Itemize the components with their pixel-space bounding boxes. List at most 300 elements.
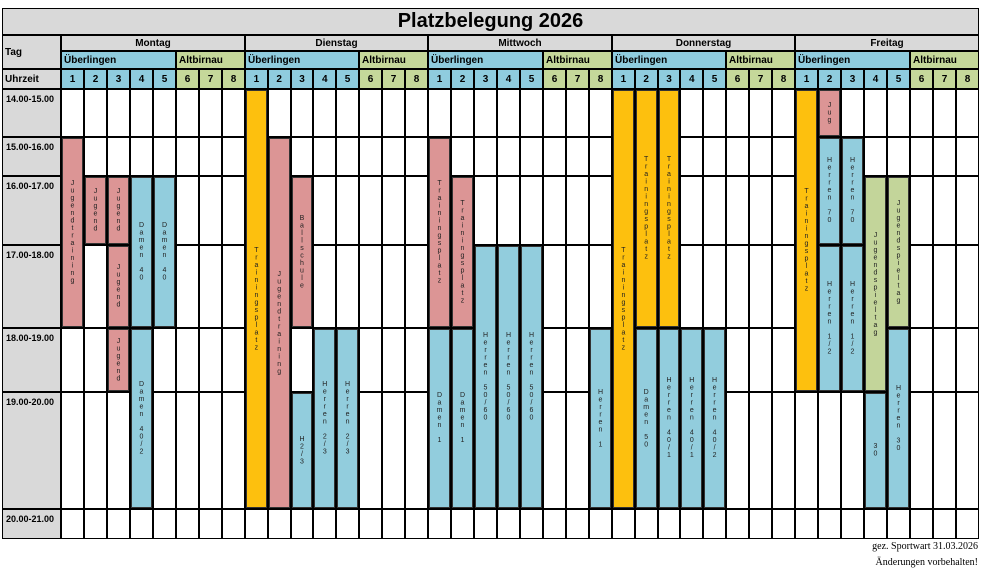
schedule-cell bbox=[887, 509, 910, 539]
time-slot-label: 16.00-17.00 bbox=[2, 176, 61, 245]
schedule-cell bbox=[589, 509, 612, 539]
schedule-cell bbox=[772, 509, 795, 539]
booking-label: Jugend bbox=[92, 188, 99, 233]
schedule-cell bbox=[61, 392, 84, 509]
booking-herren bbox=[636, 329, 657, 508]
schedule-cell bbox=[84, 89, 107, 137]
time-slot-label: 18.00-19.00 bbox=[2, 328, 61, 392]
schedule-cell bbox=[589, 89, 612, 137]
schedule-cell bbox=[61, 89, 84, 137]
court-number: 1 bbox=[428, 69, 451, 89]
booking-label: Ballschule bbox=[298, 214, 306, 290]
day-header-mittwoch: Mittwoch bbox=[428, 35, 612, 51]
schedule-cell bbox=[336, 89, 359, 137]
location-ueberlingen: Überlingen bbox=[61, 51, 176, 69]
court-number: 5 bbox=[336, 69, 359, 89]
booking-herren bbox=[704, 329, 725, 508]
court-number: 4 bbox=[680, 69, 703, 89]
time-slot-label: 19.00-20.00 bbox=[2, 392, 61, 509]
schedule-cell bbox=[313, 137, 336, 176]
schedule-cell bbox=[176, 328, 199, 392]
schedule-cell bbox=[405, 328, 428, 392]
booking-label: Trainingsplatz bbox=[803, 188, 810, 293]
schedule-cell bbox=[841, 392, 864, 509]
booking-jugend bbox=[429, 138, 450, 327]
schedule-cell bbox=[680, 245, 703, 328]
schedule-cell bbox=[359, 392, 382, 509]
schedule-cell bbox=[107, 392, 130, 509]
time-slot-label: 14.00-15.00 bbox=[2, 89, 61, 137]
booking-label: Herren 40/2 bbox=[711, 377, 719, 460]
court-number: 5 bbox=[703, 69, 726, 89]
tag-header: Tag bbox=[2, 35, 61, 69]
schedule-cell bbox=[772, 176, 795, 245]
court-number: 3 bbox=[291, 69, 314, 89]
schedule-cell bbox=[107, 137, 130, 176]
schedule-cell bbox=[910, 328, 933, 392]
schedule-cell bbox=[680, 89, 703, 137]
schedule-cell bbox=[382, 392, 405, 509]
schedule-cell bbox=[199, 392, 222, 509]
schedule-cell bbox=[749, 89, 772, 137]
booking-label: Trainingsplatz bbox=[665, 156, 673, 261]
booking-label: Trainingsplatz bbox=[619, 246, 627, 352]
schedule-cell bbox=[933, 176, 956, 245]
schedule-cell bbox=[176, 137, 199, 176]
schedule-cell bbox=[153, 328, 176, 392]
booking-herren bbox=[292, 393, 313, 508]
schedule-cell bbox=[933, 509, 956, 539]
booking-jugend bbox=[292, 177, 313, 327]
booking-label: H2/3 bbox=[298, 435, 306, 466]
booking-jugend bbox=[108, 329, 129, 391]
location-ueberlingen: Überlingen bbox=[245, 51, 359, 69]
schedule-cell bbox=[726, 509, 749, 539]
schedule-cell bbox=[382, 176, 405, 245]
location-ueberlingen: Überlingen bbox=[428, 51, 543, 69]
booking-label: Herren 30 bbox=[895, 384, 902, 453]
schedule-cell bbox=[726, 137, 749, 176]
booking-label: Herren 1 bbox=[597, 388, 604, 449]
schedule-cell bbox=[520, 176, 543, 245]
schedule-cell bbox=[382, 245, 405, 328]
schedule-cell bbox=[956, 245, 979, 328]
schedule-cell bbox=[703, 137, 726, 176]
schedule-cell bbox=[176, 245, 199, 328]
court-number: 4 bbox=[497, 69, 520, 89]
court-number: 7 bbox=[566, 69, 589, 89]
schedule-cell bbox=[910, 137, 933, 176]
booking-label: Herren 40/1 bbox=[688, 377, 696, 460]
location-altbirnau: Altbirnau bbox=[359, 51, 428, 69]
booking-label: Herren 70 bbox=[826, 157, 833, 225]
booking-label: Jugendtraining bbox=[69, 180, 76, 285]
booking-herren bbox=[131, 329, 152, 508]
schedule-cell bbox=[359, 89, 382, 137]
schedule-cell bbox=[61, 328, 84, 392]
schedule-cell bbox=[199, 89, 222, 137]
schedule-cell bbox=[589, 176, 612, 245]
booking-label: Jugend bbox=[115, 188, 122, 233]
location-ueberlingen: Überlingen bbox=[795, 51, 910, 69]
schedule-cell bbox=[199, 509, 222, 539]
schedule-cell bbox=[703, 245, 726, 328]
schedule-cell bbox=[84, 392, 107, 509]
schedule-cell bbox=[864, 137, 887, 176]
schedule-cell bbox=[313, 176, 336, 245]
schedule-cell bbox=[405, 392, 428, 509]
schedule-cell bbox=[566, 89, 589, 137]
booking-spieltag bbox=[888, 177, 909, 327]
schedule-cell bbox=[543, 392, 566, 509]
schedule-cell bbox=[726, 328, 749, 392]
schedule-cell bbox=[382, 137, 405, 176]
schedule-cell bbox=[910, 509, 933, 539]
court-number: 3 bbox=[107, 69, 130, 89]
schedule-cell bbox=[336, 509, 359, 539]
court-number: 8 bbox=[405, 69, 428, 89]
booking-label: Trainingsplatz bbox=[459, 199, 466, 305]
schedule-cell bbox=[772, 245, 795, 328]
booking-training bbox=[613, 90, 634, 508]
booking-label: Damen 50 bbox=[642, 388, 650, 449]
schedule-cell bbox=[405, 245, 428, 328]
schedule-cell bbox=[84, 509, 107, 539]
court-number: 6 bbox=[543, 69, 566, 89]
booking-herren bbox=[429, 329, 450, 508]
court-number: 7 bbox=[749, 69, 772, 89]
schedule-cell bbox=[703, 509, 726, 539]
location-altbirnau: Altbirnau bbox=[543, 51, 612, 69]
court-number: 6 bbox=[910, 69, 933, 89]
schedule-cell bbox=[726, 245, 749, 328]
booking-jugend bbox=[452, 177, 473, 327]
court-number: 4 bbox=[864, 69, 887, 89]
booking-herren bbox=[452, 329, 473, 508]
schedule-cell bbox=[428, 509, 451, 539]
booking-herren bbox=[888, 329, 909, 508]
schedule-cell bbox=[222, 509, 245, 539]
schedule-cell bbox=[405, 509, 428, 539]
booking-training bbox=[796, 90, 817, 391]
schedule-cell bbox=[130, 89, 153, 137]
schedule-cell bbox=[84, 245, 107, 328]
schedule-cell bbox=[658, 509, 681, 539]
schedule-cell bbox=[199, 328, 222, 392]
location-altbirnau: Altbirnau bbox=[726, 51, 795, 69]
booking-jugend bbox=[108, 246, 129, 327]
schedule-cell bbox=[543, 137, 566, 176]
schedule-cell bbox=[497, 89, 520, 137]
booking-herren bbox=[154, 177, 175, 327]
location-ueberlingen: Überlingen bbox=[612, 51, 726, 69]
booking-label: Herren 40/1 bbox=[665, 377, 673, 460]
booking-label: Herren 2/3 bbox=[344, 381, 352, 456]
schedule-cell bbox=[451, 509, 474, 539]
schedule-cell bbox=[933, 89, 956, 137]
schedule-cell bbox=[910, 245, 933, 328]
court-number: 8 bbox=[589, 69, 612, 89]
schedule-cell bbox=[680, 137, 703, 176]
schedule-cell bbox=[130, 509, 153, 539]
schedule-cell bbox=[291, 328, 314, 392]
schedule-cell bbox=[176, 89, 199, 137]
schedule-cell bbox=[956, 89, 979, 137]
schedule-cell bbox=[956, 176, 979, 245]
booking-label: Herren 70 bbox=[849, 157, 856, 225]
booking-training bbox=[246, 90, 267, 508]
schedule-cell bbox=[176, 392, 199, 509]
schedule-cell bbox=[566, 392, 589, 509]
schedule-cell bbox=[153, 89, 176, 137]
page-title: Platzbelegung 2026 bbox=[2, 8, 979, 35]
court-number: 4 bbox=[313, 69, 336, 89]
court-number: 3 bbox=[841, 69, 864, 89]
booking-herren bbox=[521, 246, 542, 508]
schedule-cell bbox=[887, 137, 910, 176]
schedule-cell bbox=[222, 392, 245, 509]
schedule-cell bbox=[474, 89, 497, 137]
booking-label: Trainingsplatz bbox=[436, 180, 443, 285]
schedule-cell bbox=[566, 328, 589, 392]
booking-label: Damen 40 bbox=[161, 222, 168, 282]
court-number: 3 bbox=[474, 69, 497, 89]
schedule-cell bbox=[153, 137, 176, 176]
booking-label: Herren 1/2 bbox=[849, 281, 856, 356]
booking-label: Damen 40 bbox=[138, 222, 145, 282]
schedule-cell bbox=[474, 509, 497, 539]
booking-label: Damen 40/2 bbox=[138, 381, 145, 456]
schedule-cell bbox=[382, 89, 405, 137]
schedule-cell bbox=[84, 137, 107, 176]
booking-herren bbox=[681, 329, 702, 508]
schedule-cell bbox=[772, 89, 795, 137]
schedule-cell bbox=[268, 89, 291, 137]
schedule-cell bbox=[336, 176, 359, 245]
schedule-cell bbox=[428, 89, 451, 137]
schedule-cell bbox=[566, 137, 589, 176]
schedule-cell bbox=[956, 392, 979, 509]
day-header-freitag: Freitag bbox=[795, 35, 979, 51]
time-slot-label: 20.00-21.00 bbox=[2, 509, 61, 539]
day-header-dienstag: Dienstag bbox=[245, 35, 428, 51]
booking-herren bbox=[337, 329, 358, 508]
booking-herren bbox=[659, 329, 680, 508]
court-number: 5 bbox=[153, 69, 176, 89]
booking-spieltag bbox=[865, 177, 886, 391]
schedule-cell bbox=[520, 509, 543, 539]
schedule-cell bbox=[245, 509, 268, 539]
schedule-cell bbox=[359, 328, 382, 392]
schedule-cell bbox=[291, 509, 314, 539]
schedule-cell bbox=[359, 176, 382, 245]
schedule-cell bbox=[864, 509, 887, 539]
schedule-cell bbox=[887, 89, 910, 137]
court-number: 7 bbox=[199, 69, 222, 89]
schedule-cell bbox=[61, 509, 84, 539]
court-number: 2 bbox=[635, 69, 658, 89]
schedule-cell bbox=[910, 392, 933, 509]
day-header-montag: Montag bbox=[61, 35, 245, 51]
schedule-cell bbox=[910, 176, 933, 245]
schedule-cell bbox=[795, 392, 818, 509]
schedule-cell bbox=[405, 176, 428, 245]
booking-herren bbox=[498, 246, 519, 508]
schedule-cell bbox=[933, 392, 956, 509]
booking-herren bbox=[842, 246, 863, 391]
day-header-donnerstag: Donnerstag bbox=[612, 35, 795, 51]
booking-label: Herren 50/60 bbox=[482, 332, 489, 422]
schedule-cell bbox=[199, 137, 222, 176]
schedule-cell bbox=[726, 89, 749, 137]
schedule-cell bbox=[749, 176, 772, 245]
schedule-cell bbox=[107, 89, 130, 137]
booking-jugend bbox=[819, 90, 840, 136]
schedule-cell bbox=[749, 509, 772, 539]
schedule-cell bbox=[566, 509, 589, 539]
schedule-cell bbox=[543, 245, 566, 328]
schedule-cell bbox=[474, 137, 497, 176]
booking-jugend bbox=[108, 177, 129, 244]
schedule-cell bbox=[153, 392, 176, 509]
schedule-cell bbox=[680, 176, 703, 245]
booking-herren bbox=[590, 329, 611, 508]
booking-jugend bbox=[85, 177, 106, 244]
time-slot-label: 17.00-18.00 bbox=[2, 245, 61, 328]
schedule-cell bbox=[359, 137, 382, 176]
schedule-cell bbox=[956, 328, 979, 392]
schedule-cell bbox=[497, 509, 520, 539]
court-number: 5 bbox=[887, 69, 910, 89]
court-number: 4 bbox=[130, 69, 153, 89]
schedule-cell bbox=[313, 509, 336, 539]
court-number: 6 bbox=[726, 69, 749, 89]
schedule-cell bbox=[612, 509, 635, 539]
schedule-cell bbox=[910, 89, 933, 137]
booking-label: Herren 2/3 bbox=[321, 381, 329, 456]
schedule-cell bbox=[497, 176, 520, 245]
court-number: 2 bbox=[818, 69, 841, 89]
schedule-cell bbox=[566, 245, 589, 328]
schedule-cell bbox=[359, 245, 382, 328]
time-slot-label: 15.00-16.00 bbox=[2, 137, 61, 176]
court-number: 7 bbox=[382, 69, 405, 89]
schedule-cell bbox=[726, 176, 749, 245]
schedule-cell bbox=[543, 328, 566, 392]
court-number: 5 bbox=[520, 69, 543, 89]
schedule-cell bbox=[153, 509, 176, 539]
court-number: 8 bbox=[222, 69, 245, 89]
schedule-cell bbox=[336, 137, 359, 176]
booking-herren bbox=[131, 177, 152, 327]
signature-line: gez. Sportwart 31.03.2026 bbox=[872, 541, 978, 552]
court-number: 6 bbox=[359, 69, 382, 89]
schedule-cell bbox=[222, 176, 245, 245]
schedule-cell bbox=[313, 89, 336, 137]
booking-label: Herren 50/60 bbox=[505, 332, 512, 422]
schedule-cell bbox=[222, 137, 245, 176]
schedule-cell bbox=[359, 509, 382, 539]
schedule-cell bbox=[933, 245, 956, 328]
schedule-cell bbox=[749, 137, 772, 176]
schedule-cell bbox=[474, 176, 497, 245]
schedule-cell bbox=[956, 509, 979, 539]
booking-herren bbox=[819, 138, 840, 244]
booking-herren bbox=[865, 393, 886, 508]
time-header: Uhrzeit bbox=[2, 69, 61, 89]
schedule-cell bbox=[864, 89, 887, 137]
booking-label: Jugend bbox=[115, 264, 122, 309]
schedule-cell bbox=[749, 245, 772, 328]
booking-label: Jug bbox=[826, 101, 833, 125]
location-altbirnau: Altbirnau bbox=[176, 51, 245, 69]
schedule-cell bbox=[703, 176, 726, 245]
schedule-cell bbox=[749, 328, 772, 392]
disclaimer-note: Änderungen vorbehalten! bbox=[875, 557, 978, 568]
schedule-cell bbox=[589, 245, 612, 328]
booking-label: Herren 50/60 bbox=[528, 332, 535, 422]
schedule-cell bbox=[520, 89, 543, 137]
schedule-cell bbox=[405, 137, 428, 176]
court-number: 2 bbox=[84, 69, 107, 89]
booking-label: Jugendspieltag bbox=[872, 231, 879, 337]
schedule-cell bbox=[497, 137, 520, 176]
schedule-cell bbox=[543, 89, 566, 137]
schedule-cell bbox=[107, 509, 130, 539]
schedule-cell bbox=[841, 509, 864, 539]
schedule-cell bbox=[405, 89, 428, 137]
schedule-cell bbox=[726, 392, 749, 509]
schedule-cell bbox=[84, 328, 107, 392]
booking-label: Damen 1 bbox=[436, 392, 443, 445]
schedule-cell bbox=[956, 137, 979, 176]
booking-jugend bbox=[269, 138, 290, 508]
schedule-cell bbox=[130, 137, 153, 176]
schedule-cell bbox=[933, 137, 956, 176]
court-number: 3 bbox=[658, 69, 681, 89]
court-number: 2 bbox=[451, 69, 474, 89]
booking-herren bbox=[475, 246, 496, 508]
schedule-cell bbox=[291, 137, 314, 176]
schedule-cell bbox=[222, 328, 245, 392]
schedule-cell bbox=[703, 89, 726, 137]
schedule-cell bbox=[199, 245, 222, 328]
schedule-cell bbox=[543, 176, 566, 245]
booking-label: Trainingsplatz bbox=[252, 246, 260, 352]
booking-label: Damen 1 bbox=[459, 392, 466, 445]
court-number: 8 bbox=[772, 69, 795, 89]
schedule-cell bbox=[199, 176, 222, 245]
schedule-cell bbox=[818, 509, 841, 539]
schedule-cell bbox=[589, 137, 612, 176]
schedule-cell bbox=[313, 245, 336, 328]
booking-training bbox=[636, 90, 657, 327]
booking-label: Jugend bbox=[115, 337, 122, 383]
booking-label: 30 bbox=[872, 443, 879, 458]
booking-herren bbox=[819, 246, 840, 391]
court-number: 1 bbox=[795, 69, 818, 89]
schedule-cell bbox=[176, 509, 199, 539]
booking-herren bbox=[842, 138, 863, 244]
schedule-cell bbox=[749, 392, 772, 509]
schedule-cell bbox=[933, 328, 956, 392]
schedule-cell bbox=[772, 392, 795, 509]
schedule-cell bbox=[222, 245, 245, 328]
schedule-cell bbox=[543, 509, 566, 539]
court-number: 7 bbox=[933, 69, 956, 89]
schedule-cell bbox=[451, 137, 474, 176]
booking-label: Trainingsplatz bbox=[642, 156, 650, 261]
